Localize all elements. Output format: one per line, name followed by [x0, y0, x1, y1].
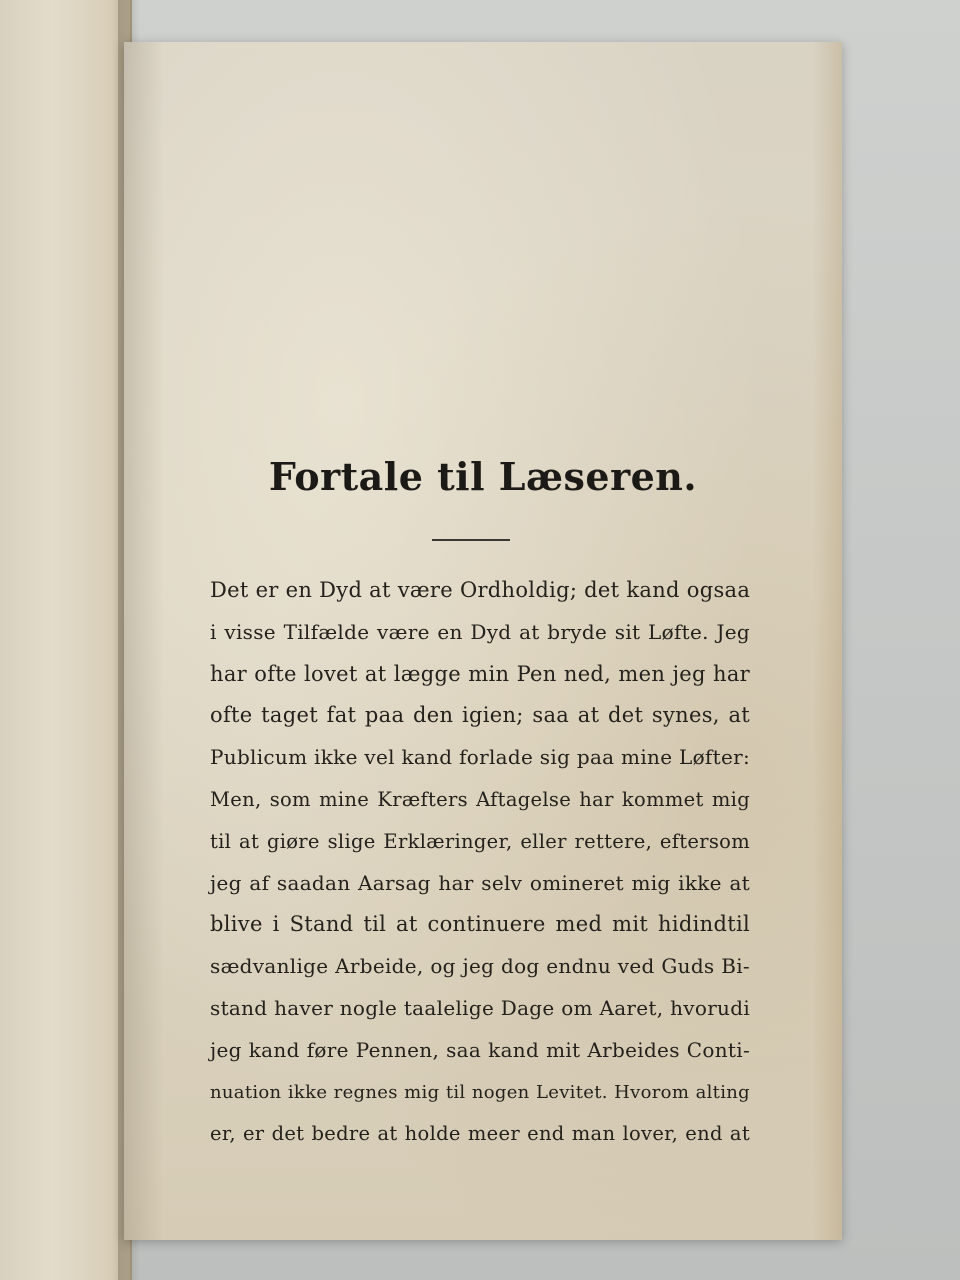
title-rule	[432, 539, 510, 541]
body-line: jeg kand føre Pennen, saa kand mit Arbeides Conti-	[210, 1037, 750, 1062]
body-line: er, er det bedre at holde meer end man lover, end at	[210, 1122, 750, 1146]
body-line: jeg af saadan Aarsag har selv omineret mig ikke at	[210, 870, 750, 895]
body-line: Publicum ikke vel kand forlade sig paa mine Løfter:	[210, 745, 750, 770]
page-edge	[812, 42, 842, 1240]
body-text	[210, 570, 750, 1155]
body-line: i visse Tilfælde være en Dyd at bryde sit Løfte. Jeg	[210, 619, 750, 644]
left-page-edge	[0, 0, 132, 1280]
body-line: til at giøre slige Erklæringer, eller rettere, eftersom	[210, 829, 750, 853]
gutter-shade	[124, 42, 164, 1240]
body-line: nuation ikke regnes mig til nogen Levitet. Hvorom alting	[210, 1081, 750, 1103]
body-line: Det er en Dyd at være Ordholdig; det kand ogsaa	[210, 578, 751, 602]
book-page	[124, 42, 842, 1240]
body-line: sædvanlige Arbeide, og jeg dog endnu ved Guds Bi-	[210, 954, 750, 979]
body-line: har ofte lovet at lægge min Pen ned, men jeg har	[210, 661, 750, 686]
body-line: blive i Stand til at continuere med mit hidindtil	[210, 912, 750, 937]
body-line: stand haver nogle taalelige Dage om Aaret, hvorudi	[210, 995, 751, 1020]
body-line: Men, som mine Kræfters Aftagelse har kommet mig	[210, 787, 750, 811]
page-title: Fortale til Læseren.	[268, 454, 698, 499]
body-line: ofte taget fat paa den igien; saa at det synes, at	[210, 703, 750, 728]
